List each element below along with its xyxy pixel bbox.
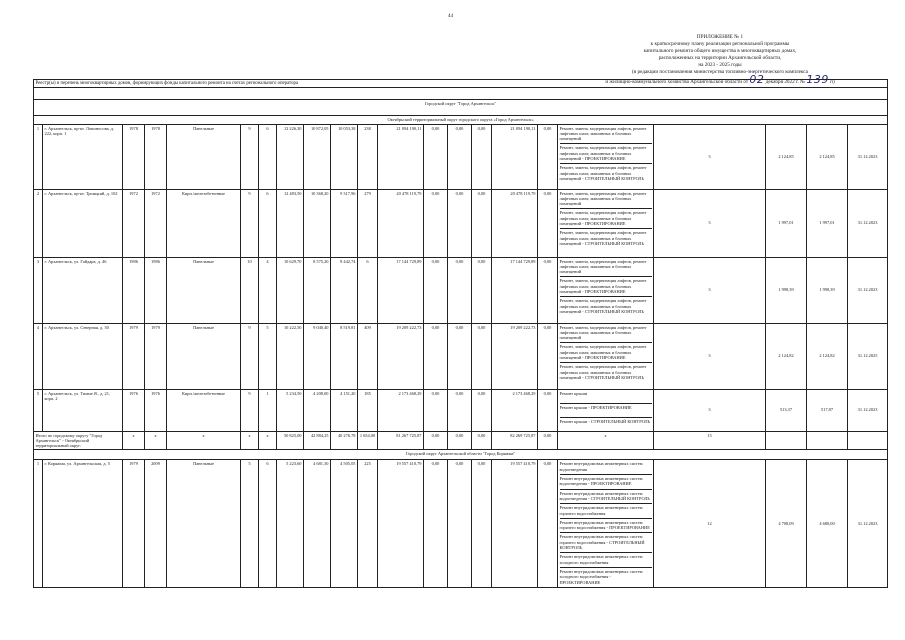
works-list	[558, 124, 654, 189]
premises-area: 8 575,20	[304, 257, 331, 323]
max-unit-cost: 1 998,39	[807, 257, 848, 323]
subdistrict-header: Октябрьский территориальный округ городского округа «Город Архангельск»	[34, 116, 888, 124]
zero-value: 0,00	[448, 460, 472, 587]
works-list	[558, 189, 654, 257]
work-item: Ремонт внутридомовых инженерных систем горячего водоснабжения	[560, 504, 652, 519]
units: 3	[654, 189, 766, 257]
unit-cost: 513,37	[766, 389, 807, 431]
unit-cost: 2 124,82	[766, 323, 807, 389]
zero-value: 0,00	[424, 389, 448, 431]
zero-value: 0,00	[448, 124, 472, 189]
work-item: Ремонт, замена, модернизация лифтов, ремонт лифтовых шахт, машинных и блочных помещений - ПРОЕКТИРОВАНИЕ	[560, 209, 652, 229]
zero-value: 0,00	[538, 460, 558, 587]
wall-material: Кирп./железобетонные	[167, 389, 241, 431]
work-item: Ремонт, замена, модернизация лифтов, ремонт лифтовых шахт, машинных и блочных помещений	[560, 324, 652, 344]
zero-value: 0,00	[472, 323, 492, 389]
total-dash: x	[259, 431, 277, 450]
table-row	[34, 323, 888, 389]
address: г. Архангельск, пр-кт. Ломоносова, д. 222, корп. 1	[43, 124, 123, 189]
address: г. Архангельск, ул. Гайдара, д. 46	[43, 257, 123, 323]
residential-area: 4 505,05	[331, 460, 358, 587]
zero-value: 0,00	[538, 323, 558, 389]
work-item: Ремонт крыши - СТРОИТЕЛЬНЫЙ КОНТРОЛЬ	[559, 418, 651, 424]
year-commissioned: 1972	[145, 189, 167, 257]
zero-value: 0,00	[424, 257, 448, 323]
owners-funds-sum: 82 269 725,87	[492, 431, 538, 450]
work-item: Ремонт, замена, модернизация лифтов, ремонт лифтовых шахт, машинных и блочных помещений - СТРОИТЕЛЬНЫЙ КОНТРОЛЬ	[559, 364, 647, 380]
works-list	[558, 323, 654, 389]
work-item: Ремонт внутридомовых инженерных систем водоотведения - ПРОЕКТИРОВАНИЕ	[560, 475, 652, 490]
entrances: 4	[259, 257, 277, 323]
work-item: Ремонт, замена, модернизация лифтов, ремонт лифтовых шахт, машинных и блочных помещений	[560, 190, 652, 210]
wall-material: Панельные	[167, 124, 241, 189]
table-row	[34, 257, 888, 323]
year-built: 1978	[123, 124, 145, 189]
table-row	[34, 460, 888, 587]
floors: 9	[241, 323, 259, 389]
premises-area: 4 681,30	[304, 460, 331, 587]
floors: 10	[241, 257, 259, 323]
deadline: 31.12.2023	[848, 189, 888, 257]
table-row	[34, 124, 888, 189]
zero-value: 0,00	[538, 124, 558, 189]
deadline: 31.12.2023	[848, 257, 888, 323]
year-commissioned: 1978	[145, 124, 167, 189]
zero-value: 0,00	[472, 257, 492, 323]
units: 3	[654, 389, 766, 431]
entrances: 6	[259, 460, 277, 587]
residential-area-sum: 40 276,78	[331, 431, 358, 450]
row-number: 1	[34, 124, 43, 189]
owners-funds: 21 094 190,11	[492, 124, 538, 189]
register-table	[33, 79, 888, 588]
residential-area: 8 519,81	[331, 323, 358, 389]
row-number: 1	[34, 460, 43, 587]
header-line: расположенных на территории Архангельской области,	[658, 55, 782, 61]
premises-area: 10 368,20	[304, 189, 331, 257]
works-list	[558, 257, 654, 323]
work-item: Ремонт внутридомовых инженерных систем холодного водоснабжения - ПРОЕКТИРОВАНИЕ	[559, 568, 643, 585]
total-dash: x	[558, 431, 654, 450]
total-dash: x	[167, 431, 241, 450]
address: г. Архангельск, ул. Северная, д. 30	[43, 323, 123, 389]
residential-area: 8 442,74	[331, 257, 358, 323]
row-number: 2	[34, 189, 43, 257]
year-built: 1986	[123, 257, 145, 323]
premises-area: 10 872,05	[304, 124, 331, 189]
year-built: 1979	[123, 460, 145, 587]
unit-cost: 1 997,01	[766, 189, 807, 257]
year-built: 1979	[123, 323, 145, 389]
work-item: Ремонт крыши	[560, 390, 652, 404]
total-dash: x	[241, 431, 259, 450]
zero-value: 0,00	[472, 389, 492, 431]
repair-cost: 2 173 468,29	[378, 389, 424, 431]
work-item: Ремонт внутридомовых инженерных систем водоотведения	[560, 460, 652, 475]
zero-value: 0,00	[538, 431, 558, 450]
year-commissioned: 1979	[145, 323, 167, 389]
total-area-sum: 50 825,00	[277, 431, 304, 450]
work-item: Ремонт, замена, модернизация лифтов, ремонт лифтовых шахт, машинных и блочных помещений - СТРОИТЕЛЬНЫЙ КОНТРОЛЬ	[559, 165, 647, 181]
zero-value: 0,00	[472, 124, 492, 189]
header-tail: п)	[830, 79, 835, 85]
max-unit-cost: 517,87	[807, 389, 848, 431]
repair-cost: 19 557 410,79	[378, 460, 424, 587]
total-dash: x	[123, 431, 145, 450]
work-item: Ремонт, замена, модернизация лифтов, ремонт лифтовых шахт, машинных и блочных помещений - ПРОЕКТИРОВАНИЕ	[560, 277, 652, 297]
deadline: 31.12.2023	[848, 460, 888, 587]
zero-value: 0,00	[448, 323, 472, 389]
zero-value: 0,00	[448, 257, 472, 323]
owners-funds: 17 144 729,89	[492, 257, 538, 323]
row-number: 3	[34, 257, 43, 323]
entrances: 6	[259, 124, 277, 189]
max-unit-cost: 2 124,82	[807, 323, 848, 389]
table-row	[34, 389, 888, 431]
residents: 6	[358, 257, 378, 323]
blank-row	[34, 88, 888, 100]
work-item: Ремонт внутридомовых инженерных систем горячего водоснабжения - СТРОИТЕЛЬНЫЙ КОНТРОЛЬ	[560, 533, 652, 553]
work-item: Ремонт, замена, модернизация лифтов, ремонт лифтовых шахт, машинных и блочных помещений	[560, 125, 652, 145]
max-unit-cost: 1 997,01	[807, 189, 848, 257]
zero-value: 0,00	[424, 460, 448, 587]
entrances: 1	[259, 389, 277, 431]
work-item: Ремонт, замена, модернизация лифтов, ремонт лифтовых шахт, машинных и блочных помещений - СТРОИТЕЛЬНЫЙ КОНТРОЛЬ	[559, 230, 647, 246]
total-area: 5 223,60	[277, 460, 304, 587]
zero-value: 0,00	[472, 460, 492, 587]
work-item: Ремонт внутридомовых инженерных систем водоотведения - СТРОИТЕЛЬНЫЙ КОНТРОЛЬ	[560, 490, 652, 505]
header-line: ПРИЛОЖЕНИЕ № 1	[696, 34, 744, 40]
residential-area: 4 151,20	[331, 389, 358, 431]
zero-value: 0,00	[424, 189, 448, 257]
work-item: Ремонт крыши - ПРОЕКТИРОВАНИЕ	[560, 404, 652, 418]
repair-cost: 21 094 190,11	[378, 124, 424, 189]
total-dash: x	[145, 431, 167, 450]
zero-value: 0,00	[424, 431, 448, 450]
repair-cost: 17 144 729,89	[378, 257, 424, 323]
year-built: 1972	[123, 189, 145, 257]
row-number: 5	[34, 389, 43, 431]
work-item: Ремонт, замена, модернизация лифтов, ремонт лифтовых шахт, машинных и блочных помещений	[560, 258, 652, 278]
owners-funds: 19 557 410,79	[492, 460, 538, 587]
total-area: 12 483,50	[277, 189, 304, 257]
repair-cost: 19 209 222,73	[378, 323, 424, 389]
address: г. Архангельск, пр-кт. Троицкий, д. 102	[43, 189, 123, 257]
zero-value: 0,00	[538, 189, 558, 257]
premises-area: 9 040,40	[304, 323, 331, 389]
entrances: 6	[259, 189, 277, 257]
deadline: 31.12.2023	[848, 389, 888, 431]
total-row	[34, 431, 888, 450]
total-area: 12 226,30	[277, 124, 304, 189]
zero-value: 0,00	[448, 189, 472, 257]
header-line: капитального ремонта общего имущества в многоквартирных домах,	[643, 48, 797, 54]
page-number: 44	[448, 14, 453, 19]
owners-funds: 20 478 119,79	[492, 189, 538, 257]
wall-material: Панельные	[167, 323, 241, 389]
zero-value: 0,00	[448, 431, 472, 450]
table-row	[34, 189, 888, 257]
header-date-rest: декабря 2022 г. №	[765, 79, 806, 85]
address: г. Архангельск, ул. Тимме Я., д. 21, корп. 2	[43, 389, 123, 431]
units: 12	[654, 460, 766, 587]
address: г. Коряжма, ул. Архангельская, д. 5	[43, 460, 123, 587]
unit-cost: 1 998,39	[766, 257, 807, 323]
units: 3	[654, 124, 766, 189]
district-header: Городской округ Архангельской области "Город Коряжма"	[34, 450, 888, 460]
residential-area: 9 317,96	[331, 189, 358, 257]
year-commissioned: 1986	[145, 257, 167, 323]
works-list	[558, 460, 654, 587]
units: 3	[654, 323, 766, 389]
units: 3	[654, 257, 766, 323]
zero-value: 0,00	[424, 323, 448, 389]
premises-area-sum: 42 884,25	[304, 431, 331, 450]
header-line: (в редакции постановления министерства топливно-энергетического комплекса	[632, 69, 808, 75]
total-area: 10 222,50	[277, 323, 304, 389]
zero-value: 0,00	[472, 431, 492, 450]
deadline: 31.12.2025	[848, 323, 888, 389]
residential-area: 10 053,38	[331, 124, 358, 189]
floors: 9	[241, 189, 259, 257]
table-title: Реестр(ы) и перечень многоквартирных домов, формирующих фонды капитального ремонта на счетах регионального оператора	[34, 80, 888, 88]
row-number: 4	[34, 323, 43, 389]
wall-material: Панельные	[167, 257, 241, 323]
floors: 9	[241, 124, 259, 189]
header-line: и жилищно-коммунального хозяйства Архангельской области от	[605, 79, 749, 85]
owners-funds: 19 209 222,73	[492, 323, 538, 389]
header-line: на 2023 - 2025 годы	[698, 62, 742, 68]
residents: 409	[358, 323, 378, 389]
work-item: Ремонт внутридомовых инженерных систем горячего водоснабжения - ПРОЕКТИРОВАНИЕ	[560, 519, 652, 534]
work-item: Ремонт, замена, модернизация лифтов, ремонт лифтовых шахт, машинных и блочных помещений - СТРОИТЕЛЬНЫЙ КОНТРОЛЬ	[559, 298, 647, 314]
residents-sum: 1 654,00	[358, 431, 378, 450]
max-unit-cost: 4 680,00	[807, 460, 848, 587]
zero-value: 0,00	[424, 124, 448, 189]
max-unit-cost: 2 124,85	[807, 124, 848, 189]
zero-value: 0,00	[448, 389, 472, 431]
year-built: 1976	[123, 389, 145, 431]
residents: 238	[358, 124, 378, 189]
unit-cost: 2 124,85	[766, 124, 807, 189]
wall-material: Панельные	[167, 460, 241, 587]
repair-cost: 20 478 119,79	[378, 189, 424, 257]
total-area: 10 629,70	[277, 257, 304, 323]
owners-funds: 2 173 468,29	[492, 389, 538, 431]
residents: 185	[358, 389, 378, 431]
floors: 5	[241, 460, 259, 587]
work-item: Ремонт, замена, модернизация лифтов, ремонт лифтовых шахт, машинных и блочных помещений - ПРОЕКТИРОВАНИЕ	[560, 343, 652, 363]
handwritten-number: 139	[806, 73, 829, 86]
work-item: Ремонт, замена, модернизация лифтов, ремонт лифтовых шахт, машинных и блочных помещений - ПРОЕКТИРОВАНИЕ	[560, 144, 652, 164]
works-list	[558, 389, 654, 431]
header-line: к краткосрочному плану реализации региональной программы	[650, 41, 790, 47]
entrances: 5	[259, 323, 277, 389]
premises-area: 4 208,00	[304, 389, 331, 431]
floors: 9	[241, 389, 259, 431]
zero-value: 0,00	[472, 189, 492, 257]
deadline: 31.12.2023	[848, 124, 888, 189]
repair-cost-sum: 81 267 725,87	[378, 431, 424, 450]
wall-material: Кирп./железобетонные	[167, 189, 241, 257]
year-commissioned: 1976	[145, 389, 167, 431]
residents: 279	[358, 189, 378, 257]
district-header: Городской округ "Город Архангельск"	[34, 100, 888, 116]
total-label: Итого по городскому округу "Город Архангельск" - Октябрьский территориальный округ:	[34, 431, 123, 450]
handwritten-day: 02	[749, 73, 765, 86]
unit-cost: 4 708,09	[766, 460, 807, 587]
work-item: Ремонт внутридомовых инженерных систем холодного водоснабжения	[560, 553, 652, 568]
year-commissioned: 2009	[145, 460, 167, 587]
units-sum: 15	[654, 431, 766, 450]
zero-value: 0,00	[538, 257, 558, 323]
total-area: 5 234,50	[277, 389, 304, 431]
residents: 225	[358, 460, 378, 587]
zero-value: 0,00	[538, 389, 558, 431]
